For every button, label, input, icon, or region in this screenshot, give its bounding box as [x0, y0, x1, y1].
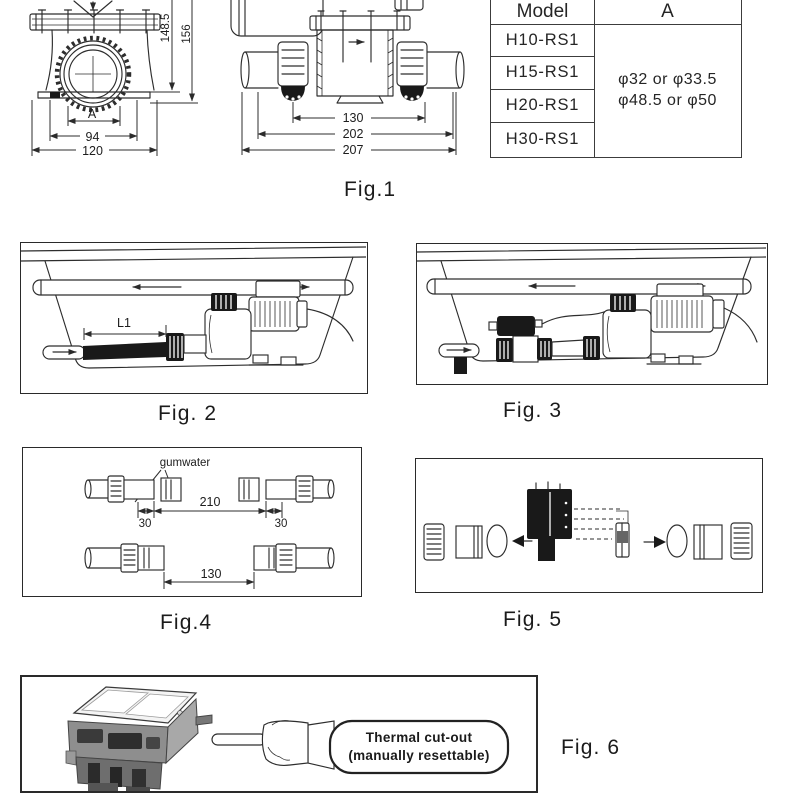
model-dimension-table	[490, 0, 742, 158]
dim-94: 94	[85, 130, 100, 144]
right-union	[397, 42, 464, 101]
fig4-box	[22, 447, 362, 597]
dim-30-left: 30	[138, 518, 152, 530]
exploded-arrow-left-icon	[512, 535, 524, 547]
a-value-line1: φ32 or φ33.5	[618, 70, 717, 88]
suction-line-with-heater	[439, 310, 609, 374]
dim-202: 202	[342, 127, 364, 141]
heater-photo	[66, 687, 212, 791]
strainer-cover	[57, 38, 129, 110]
fig3-box	[416, 243, 768, 385]
front-view-dimensions	[32, 0, 198, 158]
exploded-arrow-right-icon	[654, 536, 666, 548]
dim-148-5: 148.5	[160, 13, 172, 43]
dim-156: 156	[181, 24, 193, 44]
fig6-box	[20, 675, 538, 793]
side-view-dimensions	[242, 92, 456, 157]
dim-210: 210	[199, 495, 221, 509]
pump-side-outline	[231, 0, 464, 103]
fig2-drawing	[21, 243, 366, 392]
callout-bubble	[330, 721, 508, 773]
table-header-model: Model	[516, 1, 569, 22]
fig2-box	[20, 242, 368, 394]
return-pipe	[33, 280, 353, 295]
bottom-dimension	[164, 567, 254, 589]
gumwater-annotation: gumwater	[159, 457, 211, 469]
o-ring	[667, 525, 687, 557]
housing-ribs	[317, 38, 393, 89]
dim-130: 130	[342, 111, 364, 125]
fig4-drawing	[23, 448, 360, 595]
dim-30-right: 30	[274, 518, 288, 530]
right-fittings	[667, 523, 752, 559]
inline-heater	[497, 316, 535, 336]
callout-line1: Thermal cut-out	[365, 730, 473, 745]
dim-a: A	[87, 107, 97, 121]
fig5-box	[415, 458, 763, 593]
table-row-h20: H20-RS1	[505, 96, 580, 114]
left-fittings	[424, 524, 507, 560]
table-row-h10: H10-RS1	[505, 30, 580, 49]
power-cord	[724, 308, 757, 342]
table-header-a: A	[661, 1, 674, 22]
table-row-h30: H30-RS1	[505, 129, 580, 148]
fig3-drawing	[417, 244, 766, 383]
pointing-hand	[212, 721, 334, 770]
fig1-side-view-drawing	[225, 0, 480, 160]
suction-line	[43, 333, 206, 361]
fig3-label: Fig. 3	[503, 399, 563, 422]
a-value-line2: φ48.5 or φ50	[618, 91, 717, 109]
fig1-label: Fig.1	[344, 178, 397, 201]
dim-120: 120	[82, 144, 103, 158]
drain-stub	[454, 357, 467, 374]
fig5-label: Fig. 5	[503, 608, 563, 631]
fig6-drawing	[22, 677, 536, 791]
table-a-values-cell	[594, 24, 741, 156]
fig1-front-view-drawing	[8, 0, 208, 168]
base-plate	[38, 92, 150, 98]
pump-unit	[603, 284, 757, 364]
o-ring	[487, 525, 507, 557]
fig2-label: Fig. 2	[158, 402, 218, 425]
dim-207: 207	[342, 143, 364, 157]
fig5-drawing	[416, 459, 761, 591]
dim-l1: L1	[117, 316, 131, 330]
exploded-detail	[574, 509, 629, 557]
callout-line2: (manually resettable)	[348, 748, 490, 763]
heater-wire	[542, 310, 609, 324]
left-union	[241, 42, 308, 101]
dim-130-bottom: 130	[200, 567, 222, 581]
suction-hose	[83, 342, 166, 360]
fig6-label: Fig. 6	[561, 736, 621, 759]
heater-unit	[527, 482, 572, 561]
pump-front-outline	[30, 1, 160, 110]
l1-dimension	[84, 316, 166, 340]
table-row-h15: H15-RS1	[505, 63, 580, 81]
fig4-label: Fig.4	[160, 611, 213, 634]
top-dimensions	[138, 495, 287, 530]
